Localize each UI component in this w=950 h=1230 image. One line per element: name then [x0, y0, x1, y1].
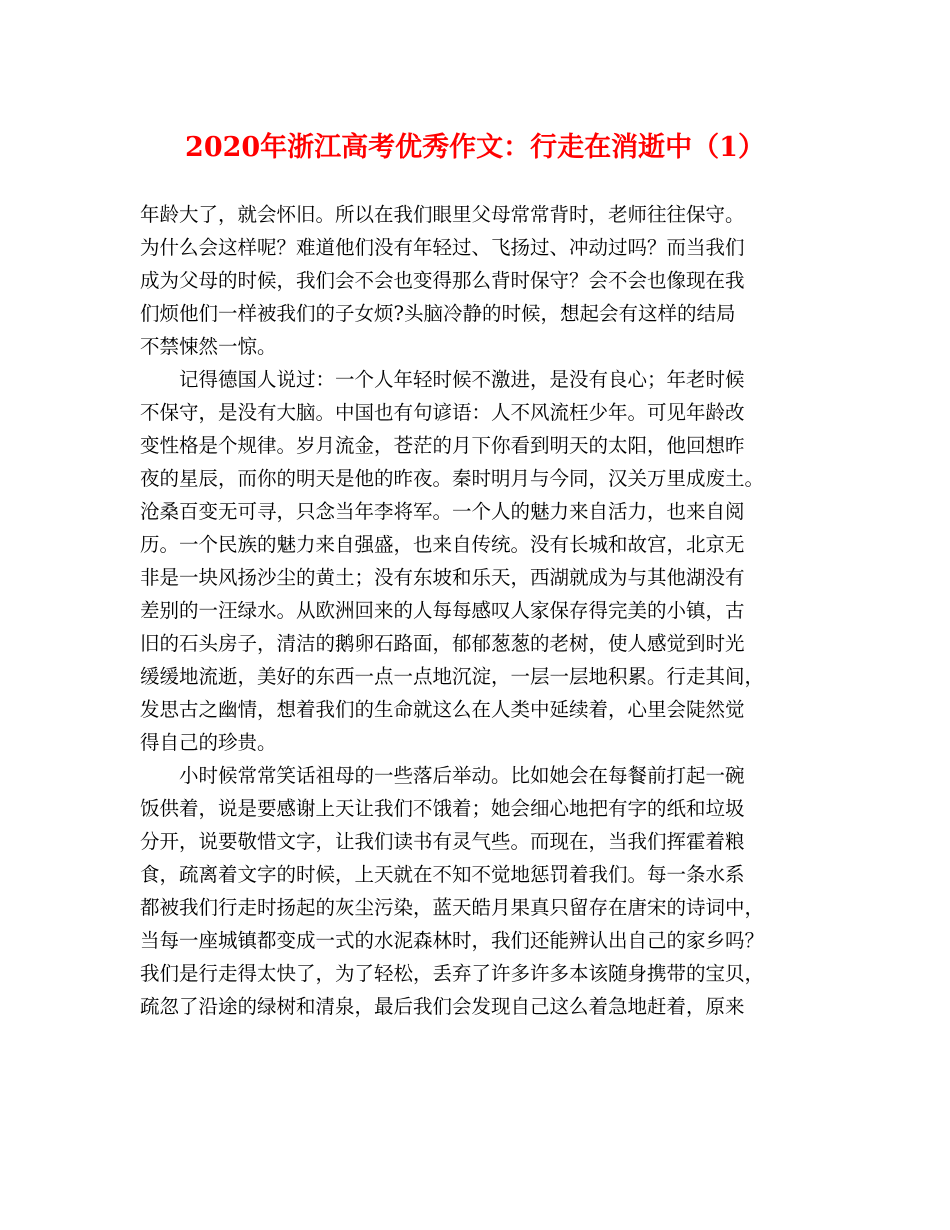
- text-line: 非是一块风扬沙尘的黄土；没有东坡和乐天，西湖就成为与其他湖没有: [140, 566, 745, 589]
- text-line: 差别的一汪绿水。从欧洲回来的人每每感叹人家保存得完美的小镇，古: [140, 599, 745, 622]
- text-line: 历。一个民族的魅力来自强盛，也来自传统。没有长城和故宫，北京无: [140, 533, 745, 556]
- text-line: 我们是行走得太快了，为了轻松，丢弃了许多许多本该随身携带的宝贝，: [140, 962, 765, 985]
- text-line: 夜的星辰，而你的明天是他的昨夜。秦时明月与今同，汉关万里成废土。: [140, 467, 765, 490]
- text-line: 们烦他们一样被我们的子女烦?头脑冷静的时候，想起会有这样的结局: [140, 302, 736, 325]
- document-title: 2020年浙江高考优秀作文：行走在消逝中（1）: [185, 132, 765, 163]
- text-line: 旧的石头房子，清洁的鹅卵石路面，郁郁葱葱的老树，使人感觉到时光: [140, 632, 745, 655]
- text-line-content: 小时候常常笑话祖母的一些落后举动。比如她会在每餐前打起一碗: [179, 764, 745, 787]
- paragraph: [140, 759, 820, 1023]
- text-line: 发思古之幽情，想着我们的生命就这么在人类中延续着，心里会陡然觉: [140, 698, 745, 721]
- text-line: [140, 759, 820, 792]
- document-body: [140, 198, 820, 1023]
- text-line: 饭供着，说是要感谢上天让我们不饿着；她会细心地把有字的纸和垃圾: [140, 797, 745, 820]
- text-line: 得自己的珍贵。: [140, 731, 277, 754]
- text-line: [140, 363, 820, 396]
- text-line-content: 记得德国人说过：一个人年轻时候不激进，是没有良心；年老时候: [179, 368, 745, 391]
- text-line: 年龄大了，就会怀旧。所以在我们眼里父母常常背时，老师往往保守。: [140, 203, 745, 226]
- text-line: 为什么会这样呢？难道他们没有年轻过、飞扬过、冲动过吗？而当我们: [140, 236, 745, 259]
- text-line: 都被我们行走时扬起的灰尘污染，蓝天皓月果真只留存在唐宋的诗词中，: [140, 896, 765, 919]
- text-line: 疏忽了沿途的绿树和清泉，最后我们会发现自己这么着急地赶着，原来: [140, 995, 745, 1018]
- text-line: 不禁悚然一惊。: [140, 335, 277, 358]
- text-line: 不保守，是没有大脑。中国也有句谚语：人不风流枉少年。可见年龄改: [140, 401, 745, 424]
- text-line: 沧桑百变无可寻，只念当年李将军。一个人的魅力来自活力，也来自阅: [140, 500, 745, 523]
- paragraph: [140, 363, 820, 759]
- text-line: 食，疏离着文字的时候，上天就在不知不觉地惩罚着我们。每一条水系: [140, 863, 745, 886]
- text-line: 分开，说要敬惜文字，让我们读书有灵气些。而现在，当我们挥霍着粮: [140, 830, 745, 853]
- paragraph: [140, 198, 820, 363]
- text-line: 成为父母的时候，我们会不会也变得那么背时保守？会不会也像现在我: [140, 269, 745, 292]
- text-line: 变性格是个规律。岁月流金，苍茫的月下你看到明天的太阳，他回想昨: [140, 434, 745, 457]
- text-line: 缓缓地流逝，美好的东西一点一点地沉淀，一层一层地积累。行走其间，: [140, 665, 765, 688]
- text-line: 当每一座城镇都变成一式的水泥森林时，我们还能辨认出自己的家乡吗？: [140, 929, 765, 952]
